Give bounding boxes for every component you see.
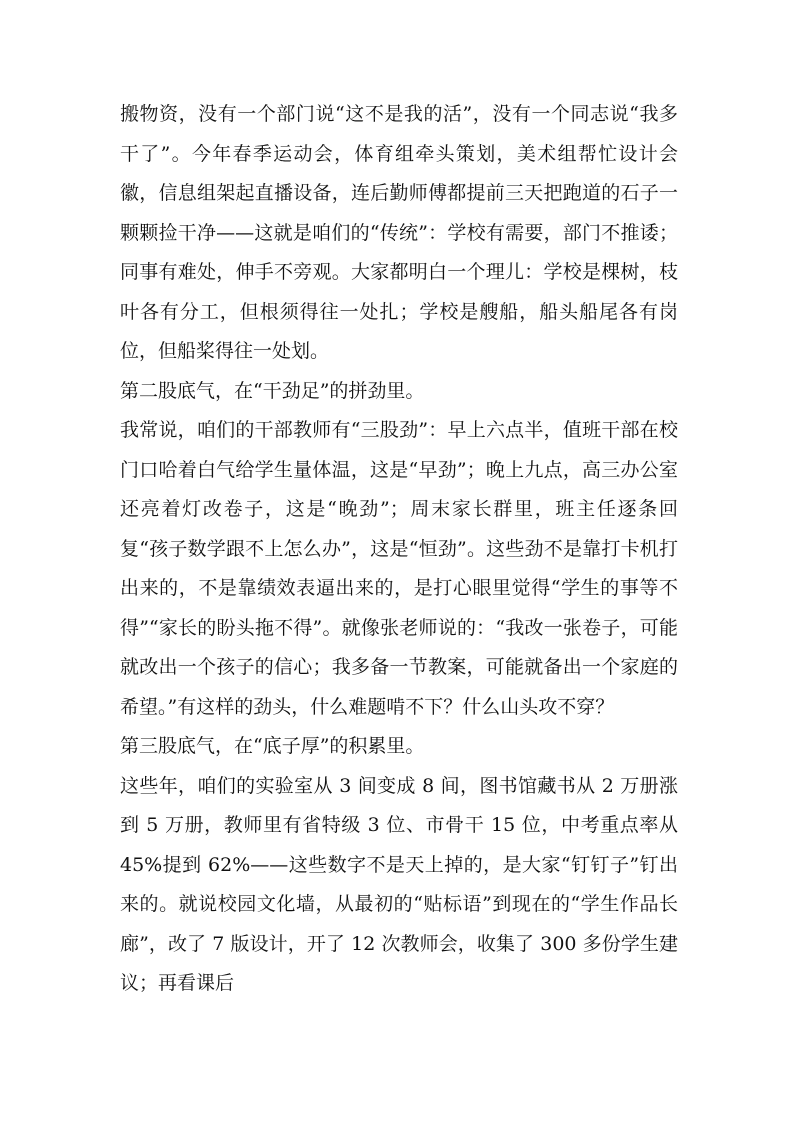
paragraph-three-spirits: 我常说，咱们的干部教师有“三股劲”：早上六点半，值班干部在校门口哈着白气给学生量体温，这是“早劲”；晚上九点，高三办公室还亮着灯改卷子，这是“晚劲”；周末家长群里，班主任逐条回复“孩子数学跟不上怎么办”，这是“恒劲”。这些劲不是靠打卡机打出来的，不是靠绩效表逼出来的，是打心眼里觉得“学生的事等不得”“家长的盼头拖不得”。就像张老师说的：“我改一张卷子，可能就改出一个孩子的信心；我多备一节教案，可能就备出一个家庭的希望。”有这样的劲头，什么难题啃不下？什么山头攻不穿？ [120,419,678,718]
document-body [120,95,678,1004]
section-heading-second: 第二股底气，在“干劲足”的拼劲里。 [120,379,425,402]
paragraph-cooperation: 搬物资，没有一个部门说“这不是我的活”，没有一个同志说“我多干了”。今年春季运动会，体育组牵头策划，美术组帮忙设计会徽，信息组架起直播设备，连后勤师傅都提前三天把跑道的石子一颗颗捡干净——这就是咱们的“传统”：学校有需要，部门不推诿；同事有难处，伸手不旁观。大家都明白一个理儿：学校是棵树，枝叶各有分工，但根须得往一处扎；学校是艘船，船头船尾各有岗位，但船桨得往一处划。 [120,103,678,362]
paragraph-accumulation: 这些年，咱们的实验室从 3 间变成 8 间，图书馆藏书从 2 万册涨到 5 万册，教师里有省特级 3 位、市骨干 15 位，中考重点率从 45%提到 62%——这些数字不是天上掉的，是大家“钉钉子”钉出来的。就说校园文化墙，从最初的“贴标语”到现在的“学生作品长廊”，改了 7 版设计，开了 12 次教师会，收集了 300 多份学生建议；再看课后 [120,774,678,994]
section-heading-third: 第三股底气，在“底子厚”的积累里。 [120,735,425,757]
